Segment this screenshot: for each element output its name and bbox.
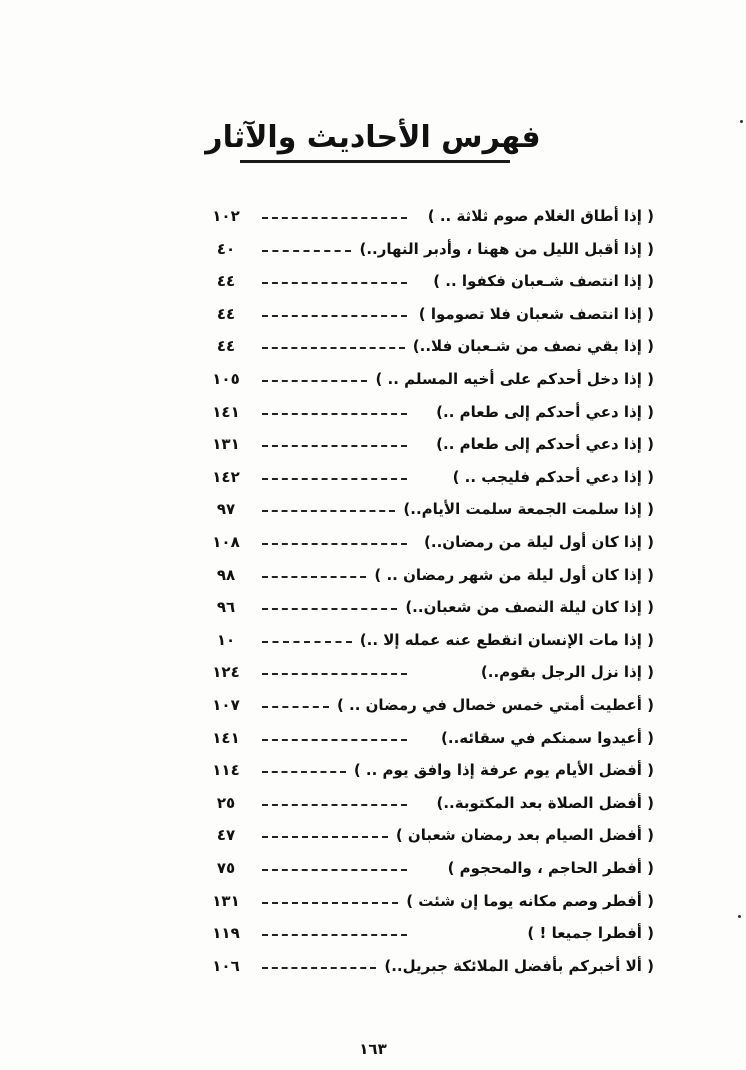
index-entry [0, 821, 746, 853]
index-entry [0, 919, 746, 951]
dotted-leader [262, 217, 407, 219]
page-title: فهرس الأحاديث والآثار [205, 120, 541, 155]
index-entry [0, 952, 746, 984]
dotted-leader [262, 869, 407, 871]
entry-text: ( ألا أخبركم بأفضل الملائكة جبريل..) [384, 956, 654, 975]
entry-text: ( أفضل الأيام يوم عرفة إذا وافق يوم .. ) [353, 761, 654, 780]
index-entry [0, 854, 746, 886]
entry-page-number: ٤٤ [216, 304, 236, 323]
index-entry [0, 658, 746, 690]
entry-page-number: ١٠٧ [212, 696, 240, 714]
entry-page-number: ٢٥ [216, 793, 236, 812]
entry-text: ( إذا انتصف شعبان فلا تصوموا ) [418, 304, 654, 323]
index-entry [0, 691, 746, 723]
entry-page-number: ١٠ [216, 630, 236, 649]
index-entry [0, 332, 746, 364]
entry-text: ( إذا دعي أحدكم إلى طعام ..) [436, 402, 654, 421]
index-entry [0, 789, 746, 821]
entry-text: ( إذا بقي نصف من شـعبان فلا..) [412, 337, 654, 356]
entry-page-number: ١٤١ [212, 402, 240, 421]
dotted-leader [262, 706, 329, 708]
index-entry [0, 430, 746, 462]
entry-text: ( إذا دخل أحدكم على أخيه المسلم .. ) [375, 370, 654, 388]
dotted-leader [262, 510, 395, 512]
dotted-leader [262, 543, 407, 545]
entry-text: ( إذا دعي أحدكم إلى طعام ..) [436, 435, 654, 454]
index-entry [0, 398, 746, 430]
entry-page-number: ٤٠ [216, 239, 236, 258]
entry-text: ( إذا سلمت الجمعة سلمت الأيام..) [403, 500, 654, 519]
index-entry [0, 495, 746, 527]
entry-text: ( إذا نزل الرجل بقوم..) [480, 663, 654, 682]
entry-page-number: ١٠٦ [212, 956, 240, 975]
index-entry [0, 463, 746, 495]
entry-text: ( إذا أقبل الليل من ههنا ، وأدبر النهار..) [359, 239, 654, 258]
dotted-leader [262, 673, 407, 675]
index-entry [0, 724, 746, 756]
index-entry [0, 561, 746, 593]
entry-text: ( إذا كان ليلة النصف من شعبان..) [405, 598, 654, 617]
entry-text: ( إذا دعي أحدكم فليجب .. ) [452, 467, 654, 486]
entry-page-number: ١١٩ [212, 924, 240, 943]
dotted-leader [262, 347, 405, 349]
index-entry [0, 528, 746, 560]
entry-page-number: ١٤٢ [212, 467, 240, 486]
entry-page-number: ١٠٨ [212, 533, 240, 551]
entry-text: ( أفطر وصم مكانه يوما إن شئت ) [406, 891, 654, 910]
entry-text: ( أعطيت أمتي خمس خصال في رمضان .. ) [336, 696, 654, 714]
entry-page-number: ٧٥ [216, 859, 236, 877]
entry-text: ( أفطر الحاجم ، والمحجوم ) [447, 859, 654, 877]
dotted-leader [262, 608, 397, 610]
dotted-leader [262, 836, 388, 838]
entry-page-number: ١٣١ [212, 435, 240, 454]
entry-page-number: ١٣١ [212, 891, 240, 910]
dotted-leader [262, 282, 407, 284]
entry-text: ( أفضل الصيام بعد رمضان شعبان ) [395, 826, 654, 845]
dotted-leader [262, 641, 352, 643]
scan-speck [738, 915, 741, 918]
title-underline [240, 160, 510, 163]
scan-speck [740, 120, 743, 123]
index-entry [0, 887, 746, 919]
entry-text: ( إذا كان أول ليلة من رمضان..) [424, 533, 654, 551]
entry-text: ( إذا كان أول ليلة من شهر رمضان .. ) [374, 565, 654, 584]
entry-page-number: ١٤١ [212, 728, 240, 747]
dotted-leader [262, 250, 351, 252]
entry-page-number: ١٢٤ [212, 663, 240, 682]
entry-text: ( أفضل الصلاة بعد المكتوبة..) [436, 793, 654, 812]
entry-page-number: ١١٤ [212, 761, 240, 780]
dotted-leader [262, 478, 407, 480]
entry-text: ( إذا أطاق الغلام صوم ثلاثة .. ) [427, 207, 654, 225]
entry-page-number: ١٠٢ [212, 207, 240, 225]
index-entry [0, 756, 746, 788]
dotted-leader [262, 771, 346, 773]
entry-page-number: ٩٦ [216, 598, 236, 617]
index-entry [0, 593, 746, 625]
entry-text: ( إذا مات الإنسان انقطع عنه عمله إلا ..) [359, 630, 654, 649]
entry-page-number: ٤٧ [216, 826, 236, 845]
dotted-leader [262, 902, 398, 904]
dotted-leader [262, 380, 367, 382]
index-entry [0, 235, 746, 267]
dotted-leader [262, 739, 407, 741]
dotted-leader [262, 934, 407, 936]
entry-text: ( أفطرا جميعا ! ) [527, 924, 654, 943]
dotted-leader [262, 576, 366, 578]
dotted-leader [262, 445, 407, 447]
entry-page-number: ١٠٥ [212, 370, 240, 388]
entry-page-number: ٤٤ [216, 272, 236, 291]
dotted-leader [262, 967, 376, 969]
index-entry [0, 267, 746, 299]
index-entry [0, 626, 746, 658]
index-entry [0, 365, 746, 397]
entry-text: ( إذا انتصف شـعبان فكفوا .. ) [433, 272, 654, 291]
index-entry [0, 202, 746, 234]
dotted-leader [262, 804, 407, 806]
entry-page-number: ٤٤ [216, 337, 236, 356]
page-number: ١٦٣ [359, 1040, 387, 1058]
dotted-leader [262, 413, 407, 415]
index-entry [0, 300, 746, 332]
entry-page-number: ٩٧ [216, 500, 236, 519]
dotted-leader [262, 315, 407, 317]
entry-text: ( أعيدوا سمنكم في سقائه..) [441, 728, 654, 747]
entry-page-number: ٩٨ [216, 565, 236, 584]
